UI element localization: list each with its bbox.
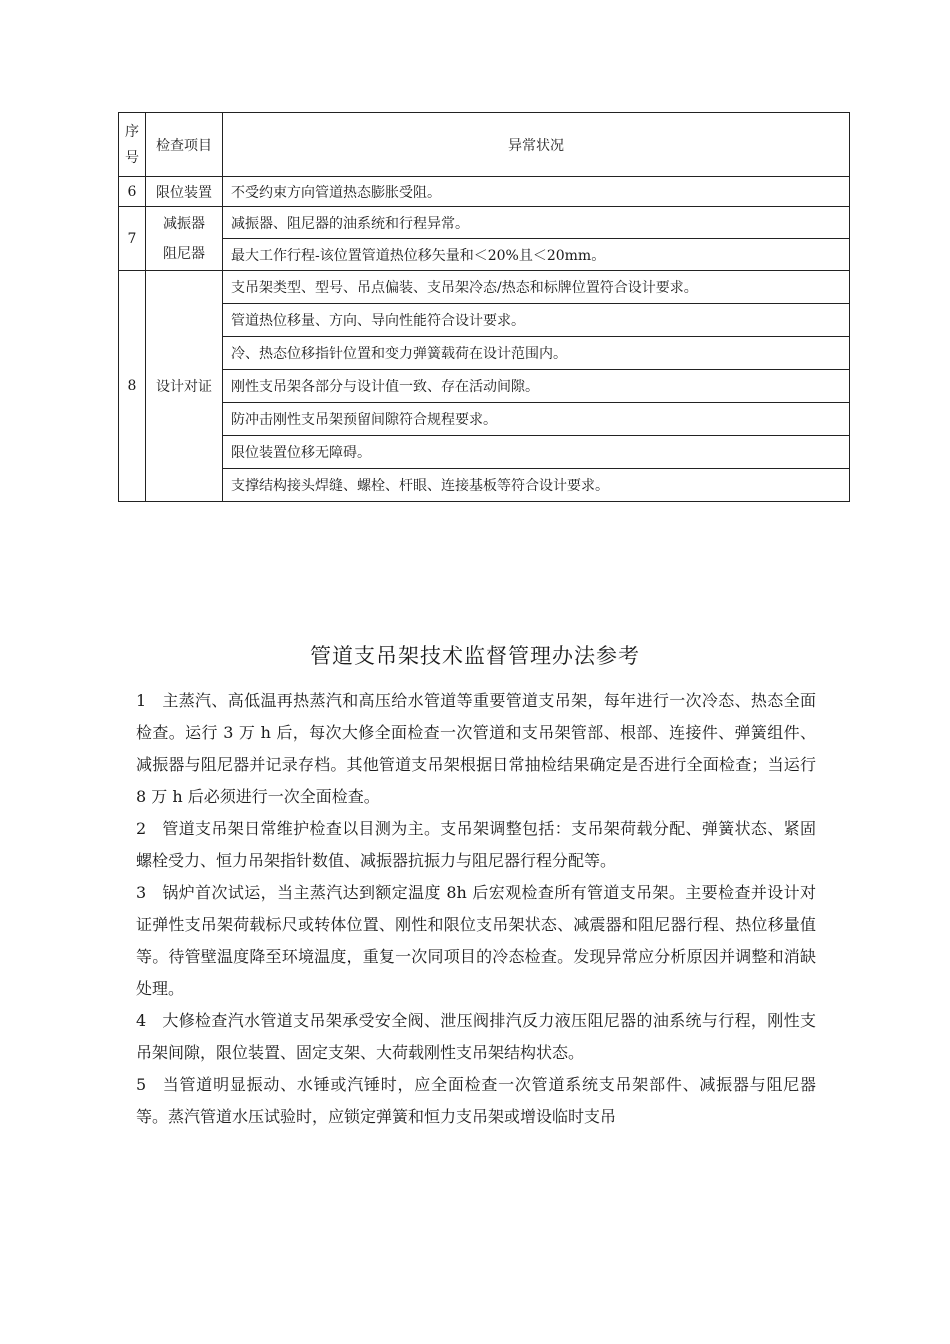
document-body (136, 685, 816, 1133)
paragraph (136, 877, 816, 1005)
paragraph (136, 685, 816, 813)
row-item: 设计对证 (146, 271, 223, 502)
header-no-line2: 号 (125, 149, 139, 166)
row-item (146, 207, 223, 271)
paragraph (136, 1069, 816, 1133)
row-status: 最大工作行程-该位置管道热位移矢量和＜20%且＜20mm。 (223, 239, 850, 271)
table-header-row (119, 113, 850, 177)
row-no: 7 (119, 207, 146, 271)
paragraph-text: 管道支吊架日常维护检查以目测为主。支吊架调整包括：支吊架荷载分配、弹簧状态、紧固螺栓受力、恒力吊架指针数值、减振器抗振力与阻尼器行程分配等。 (136, 819, 816, 870)
table-row (119, 271, 850, 304)
row-no: 8 (119, 271, 146, 502)
table-row (119, 469, 850, 502)
row-status: 冷、热态位移指针位置和变力弹簧载荷在设计范围内。 (223, 337, 850, 370)
paragraph (136, 813, 816, 877)
header-no-line1: 序 (125, 123, 139, 140)
table-row (119, 239, 850, 271)
paragraph-number: 5 (136, 1075, 147, 1094)
paragraph-number: 1 (136, 691, 147, 710)
paragraph-text: 主蒸汽、高低温再热蒸汽和高压给水管道等重要管道支吊架，每年进行一次冷态、热态全面检查。运行 3 万 h 后，每次大修全面检查一次管道和支吊架管部、根部、连接件、弹簧组件、减振器与阻尼器并记录存档。其他管道支吊架根据日常抽检结果确定是否进行全面检查；当运行8 万 h 后必须进行一次全面检查。 (136, 691, 816, 806)
row-status: 不受约束方向管道热态膨胀受阻。 (223, 177, 850, 207)
paragraph-text: 当管道明显振动、水锤或汽锤时，应全面检查一次管道系统支吊架部件、减振器与阻尼器等。蒸汽管道水压试验时，应锁定弹簧和恒力支吊架或增设临时支吊 (136, 1075, 816, 1126)
table-row (119, 304, 850, 337)
row-no: 6 (119, 177, 146, 207)
row-item: 限位装置 (146, 177, 223, 207)
header-no (119, 113, 146, 177)
paragraph-text: 锅炉首次试运，当主蒸汽达到额定温度 8h 后宏观检查所有管道支吊架。主要检查并设计对证弹性支吊架荷载标尺或转体位置、刚性和限位支吊架状态、减震器和阻尼器行程、热位移量值等。待管壁温度降至环境温度，重复一次同项目的冷态检查。发现异常应分析原因并调整和消缺处理。 (136, 883, 816, 998)
row-status: 支撑结构接头焊缝、螺栓、杆眼、连接基板等符合设计要求。 (223, 469, 850, 502)
row-status: 减振器、阻尼器的油系统和行程异常。 (223, 207, 850, 239)
table-row (119, 436, 850, 469)
table-row (119, 370, 850, 403)
row-status: 限位装置位移无障碍。 (223, 436, 850, 469)
row-item-line: 减振器 (163, 215, 205, 232)
row-status: 管道热位移量、方向、导向性能符合设计要求。 (223, 304, 850, 337)
paragraph-number: 2 (136, 819, 147, 838)
header-status: 异常状况 (223, 113, 850, 177)
table-row (119, 403, 850, 436)
header-item: 检查项目 (146, 113, 223, 177)
row-status: 支吊架类型、型号、吊点偏装、支吊架冷态/热态和标牌位置符合设计要求。 (223, 271, 850, 304)
paragraph-text: 大修检查汽水管道支吊架承受安全阀、泄压阀排汽反力液压阻尼器的油系统与行程，刚性支吊架间隙，限位装置、固定支架、大荷载刚性支吊架结构状态。 (136, 1011, 816, 1062)
paragraph (136, 1005, 816, 1069)
row-item-line: 阻尼器 (163, 245, 205, 262)
paragraph-number: 4 (136, 1011, 147, 1030)
row-status: 刚性支吊架各部分与设计值一致、存在活动间隙。 (223, 370, 850, 403)
table-row (119, 337, 850, 370)
table-row (119, 207, 850, 239)
paragraph-number: 3 (136, 883, 147, 902)
table-row (119, 177, 850, 207)
row-status: 防冲击刚性支吊架预留间隙符合规程要求。 (223, 403, 850, 436)
page-title: 管道支吊架技术监督管理办法参考 (310, 644, 640, 668)
inspection-table (118, 112, 850, 502)
